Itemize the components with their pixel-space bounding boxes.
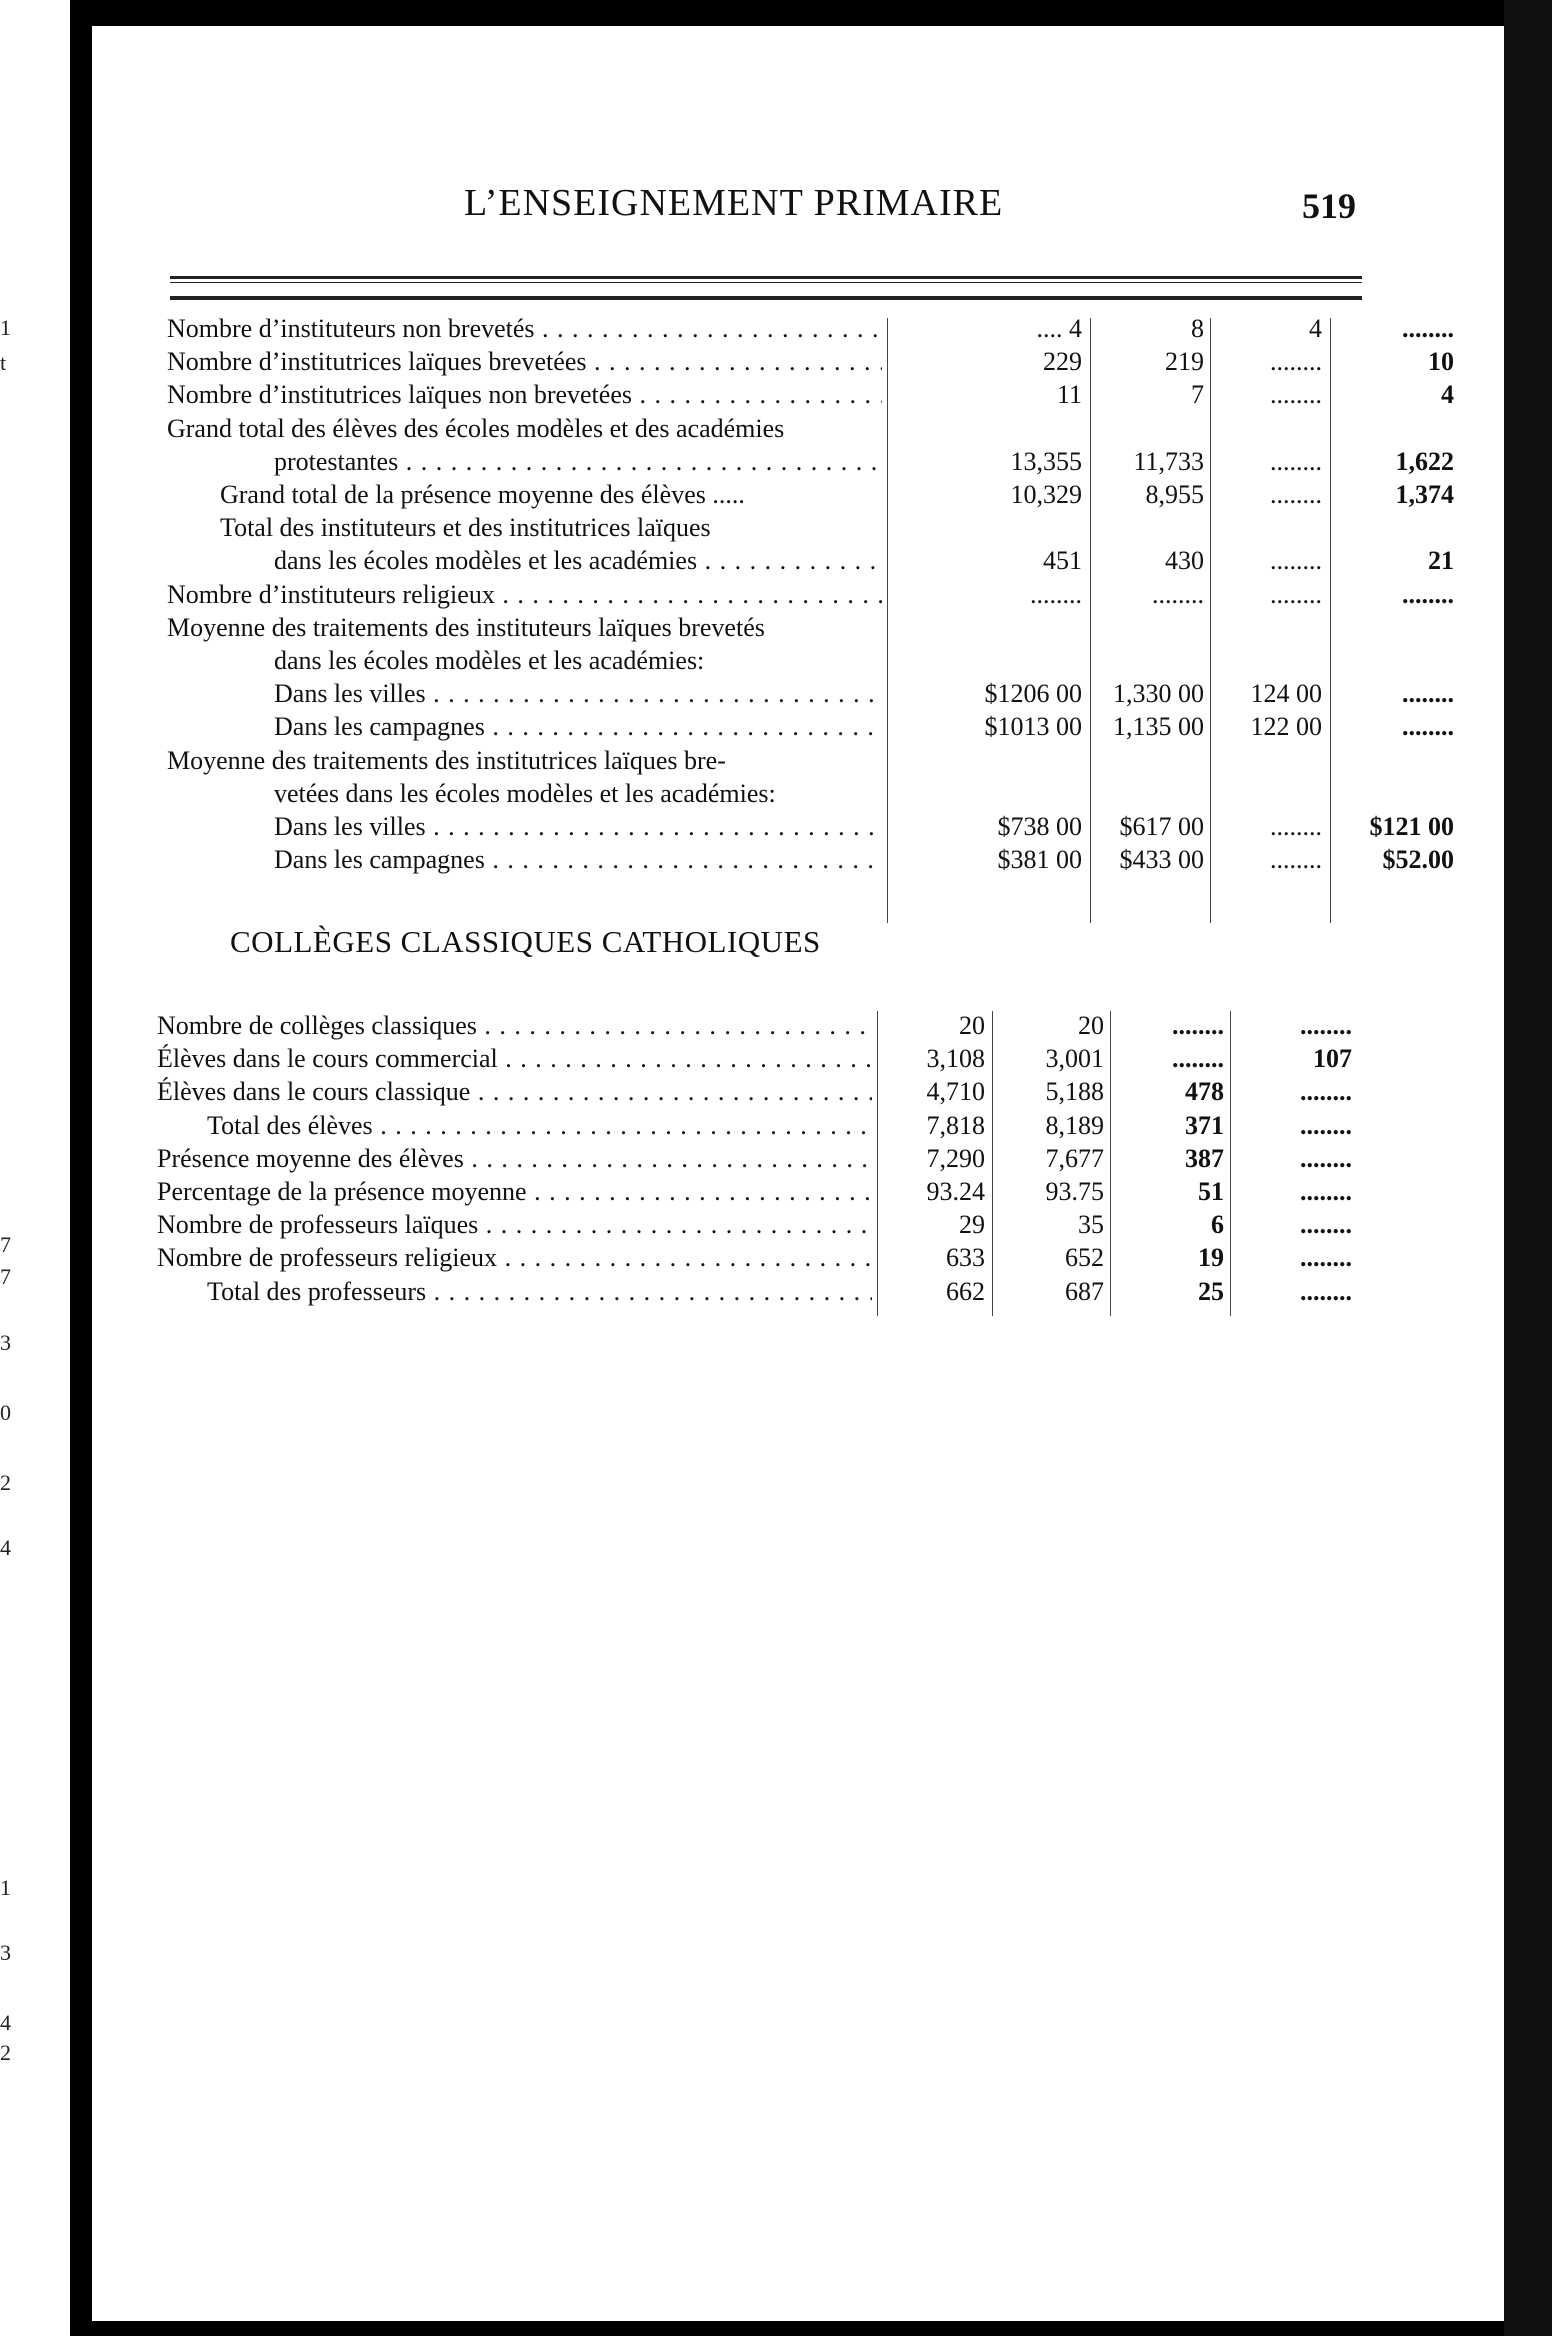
cell-v1: 13,355 — [1010, 446, 1082, 476]
running-header — [92, 181, 1504, 231]
cell-v2: 93.75 — [1045, 1177, 1104, 1206]
cell-v1: 451 — [1043, 546, 1082, 576]
edge-fragment: 7 — [0, 1232, 11, 1257]
cell-v1: 3,108 — [926, 1044, 985, 1074]
row-label: Total des instituteurs et des institutrices laïques — [220, 513, 711, 543]
row-label: Grand total des élèves des écoles modèles et des académies — [167, 413, 785, 443]
cell-v3: ........ — [1270, 480, 1322, 509]
edge-fragment: t — [0, 350, 7, 375]
cell-v4: ........ — [1402, 712, 1454, 742]
cell-v1: .... 4 — [1036, 314, 1082, 343]
cell-v4: ........ — [1300, 1143, 1352, 1173]
cell-v4: ........ — [1402, 679, 1454, 709]
cell-v2: 11,733 — [1133, 446, 1204, 476]
row-label: Total des élèves . . . — [207, 1111, 872, 1141]
row-label: Dans les villes . . . — [274, 812, 882, 842]
cell-v2: 3,001 — [1045, 1044, 1104, 1074]
table-row — [92, 1177, 1504, 1207]
cell-v1: 4,710 — [926, 1077, 985, 1107]
edge-fragment: 4 — [0, 2010, 11, 2035]
cell-v1: 7,290 — [926, 1143, 985, 1173]
adjacent-page-edge — [0, 0, 70, 2336]
cell-v1: $1206 00 — [984, 679, 1082, 709]
cell-v3: ........ — [1270, 812, 1322, 841]
cell-v3: ........ — [1270, 380, 1322, 410]
table-row — [92, 712, 1504, 742]
cell-v2: 7 — [1191, 380, 1204, 410]
cell-v2: $617 00 — [1119, 812, 1204, 841]
cell-v1: 93.24 — [926, 1177, 985, 1206]
section-title: COLLÈGES CLASSIQUES CATHOLIQUES — [230, 924, 821, 959]
cell-v2: 20 — [1078, 1011, 1104, 1040]
edge-fragment: 1 — [0, 315, 11, 340]
row-label: Moyenne des traitements des instituteurs laïques brevetés — [167, 612, 765, 642]
table-row — [92, 314, 1504, 344]
table-row — [92, 546, 1504, 576]
table-row — [92, 779, 1504, 809]
header-rule — [170, 282, 1362, 283]
row-label: Nombre de professeurs laïques . . . — [157, 1210, 872, 1240]
cell-v1: $738 00 — [997, 812, 1082, 841]
table-row — [92, 380, 1504, 410]
row-label: Grand total de la présence moyenne des élèves ..... — [220, 480, 745, 509]
cell-v4: 21 — [1428, 546, 1454, 576]
table-row — [92, 1277, 1504, 1307]
cell-v3: ........ — [1270, 579, 1322, 609]
table-row — [92, 347, 1504, 377]
row-label: Dans les villes . . . — [274, 679, 882, 709]
table-row — [92, 646, 1504, 676]
cell-v4: 4 — [1441, 380, 1454, 410]
table-row — [92, 845, 1504, 875]
cell-v3: 19 — [1198, 1243, 1224, 1273]
edge-fragment: 2 — [0, 1470, 11, 1495]
edge-fragment: 1 — [0, 1875, 11, 1900]
cell-v3: ........ — [1270, 845, 1322, 875]
row-label: Nombre d’institutrices laïques brevetées . . . — [167, 347, 882, 377]
cell-v4: 107 — [1313, 1044, 1352, 1074]
row-label: dans les écoles modèles et les académies: — [274, 646, 705, 675]
cell-v2: 652 — [1065, 1243, 1104, 1273]
edge-fragment: 4 — [0, 1535, 11, 1560]
header-rule — [170, 276, 1362, 279]
table-row — [92, 1111, 1504, 1141]
cell-v3: 122 00 — [1250, 712, 1322, 742]
edge-fragment: 0 — [0, 1400, 11, 1425]
cell-v4: ........ — [1300, 1210, 1352, 1240]
row-label: Élèves dans le cours commercial . . . — [157, 1044, 872, 1074]
cell-v2: 1,135 00 — [1113, 712, 1204, 742]
row-label: Moyenne des traitements des institutrices laïques bre- — [167, 745, 726, 775]
cell-v3: 124 00 — [1250, 679, 1322, 709]
table-row — [92, 480, 1504, 510]
cell-v3: 387 — [1185, 1143, 1224, 1173]
cell-v4: ........ — [1300, 1077, 1352, 1107]
cell-v3: 4 — [1309, 314, 1322, 343]
cell-v4: ........ — [1402, 579, 1454, 609]
cell-v1: 7,818 — [926, 1110, 985, 1140]
cell-v1: 229 — [1043, 347, 1082, 377]
cell-v4: $121 00 — [1369, 812, 1454, 841]
table-row — [92, 1144, 1504, 1174]
row-label: Nombre d’instituteurs non brevetés . . . — [167, 314, 882, 344]
cell-v4: 1,374 — [1395, 480, 1454, 509]
cell-v1: ........ — [1030, 579, 1082, 609]
table-row — [92, 447, 1504, 477]
row-label: dans les écoles modèles et les académies . . . — [274, 546, 882, 576]
row-label: protestantes . . . — [274, 447, 882, 477]
row-label: Nombre de professeurs religieux . . . — [157, 1243, 872, 1273]
cell-v3: ........ — [1172, 1011, 1224, 1040]
table-row — [92, 812, 1504, 842]
edge-fragment: 2 — [0, 2040, 11, 2065]
cell-v1: 20 — [959, 1011, 985, 1040]
cell-v3: 6 — [1211, 1210, 1224, 1240]
cell-v3: ........ — [1270, 347, 1322, 377]
table-row — [92, 580, 1504, 610]
cell-v2: 8,955 — [1145, 480, 1204, 509]
table-row — [92, 1077, 1504, 1107]
cell-v1: 29 — [959, 1210, 985, 1240]
row-label: Présence moyenne des élèves . . . — [157, 1144, 872, 1174]
cell-v2: 219 — [1165, 347, 1204, 377]
cell-v4: ........ — [1300, 1276, 1352, 1306]
table-row — [92, 746, 1504, 776]
cell-v1: $1013 00 — [984, 712, 1082, 742]
cell-v3: 371 — [1185, 1110, 1224, 1140]
cell-v1: 10,329 — [1010, 480, 1082, 509]
cell-v2: 35 — [1078, 1210, 1104, 1240]
row-label: Nombre d’institutrices laïques non brevetées . . . — [167, 380, 882, 410]
table-row — [92, 613, 1504, 643]
cell-v1: $381 00 — [997, 845, 1082, 875]
cell-v2: 8 — [1191, 314, 1204, 343]
page-number: 519 — [1302, 186, 1356, 226]
table-row — [92, 1243, 1504, 1273]
cell-v4: $52.00 — [1382, 845, 1454, 875]
row-label: Élèves dans le cours classique . . . — [157, 1077, 872, 1107]
cell-v2: $433 00 — [1119, 845, 1204, 875]
cell-v2: ........ — [1152, 579, 1204, 609]
page-title: L’ENSEIGNEMENT PRIMAIRE — [464, 182, 1004, 224]
cell-v3: 51 — [1198, 1177, 1224, 1206]
cell-v2: 430 — [1165, 546, 1204, 576]
cell-v3: ........ — [1270, 546, 1322, 576]
cell-v4: ........ — [1300, 1177, 1352, 1206]
cell-v4: ........ — [1300, 1243, 1352, 1273]
cell-v4: ........ — [1300, 1011, 1352, 1040]
cell-v2: 1,330 00 — [1113, 679, 1204, 709]
cell-v3: ........ — [1172, 1044, 1224, 1074]
cell-v2: 8,189 — [1045, 1110, 1104, 1140]
cell-v3: 478 — [1185, 1077, 1224, 1107]
cell-v3: 25 — [1198, 1276, 1224, 1306]
book-spine-edge — [1504, 0, 1552, 2336]
table-row — [92, 513, 1504, 543]
cell-v4: ........ — [1402, 314, 1454, 343]
cell-v1: 11 — [1056, 380, 1082, 410]
table-row — [92, 414, 1504, 444]
cell-v2: 5,188 — [1045, 1077, 1104, 1107]
row-label: Total des professeurs . . . — [207, 1277, 872, 1307]
cell-v4: 10 — [1428, 347, 1454, 377]
cell-v3: ........ — [1270, 446, 1322, 476]
row-label: Dans les campagnes . . . — [274, 712, 882, 742]
cell-v1: 633 — [946, 1243, 985, 1273]
book-page — [92, 26, 1504, 2321]
table-row — [92, 679, 1504, 709]
cell-v2: 687 — [1065, 1276, 1104, 1306]
cell-v4: 1,622 — [1395, 446, 1454, 476]
header-rule — [170, 296, 1362, 300]
cell-v2: 7,677 — [1045, 1143, 1104, 1173]
table-row — [92, 1011, 1504, 1041]
row-label: Percentage de la présence moyenne . . . — [157, 1177, 872, 1207]
edge-fragment: 7 — [0, 1264, 11, 1289]
row-label: Dans les campagnes . . . — [274, 845, 882, 875]
cell-v1: 662 — [946, 1276, 985, 1306]
edge-fragment: 3 — [0, 1940, 11, 1965]
row-label: Nombre d’instituteurs religieux . . . — [167, 580, 882, 610]
table-row — [92, 1044, 1504, 1074]
cell-v4: ........ — [1300, 1110, 1352, 1140]
row-label: vetées dans les écoles modèles et les académies: — [274, 778, 776, 808]
row-label: Nombre de collèges classiques . . . — [157, 1011, 872, 1041]
edge-fragment: 3 — [0, 1330, 11, 1355]
table-row — [92, 1210, 1504, 1240]
